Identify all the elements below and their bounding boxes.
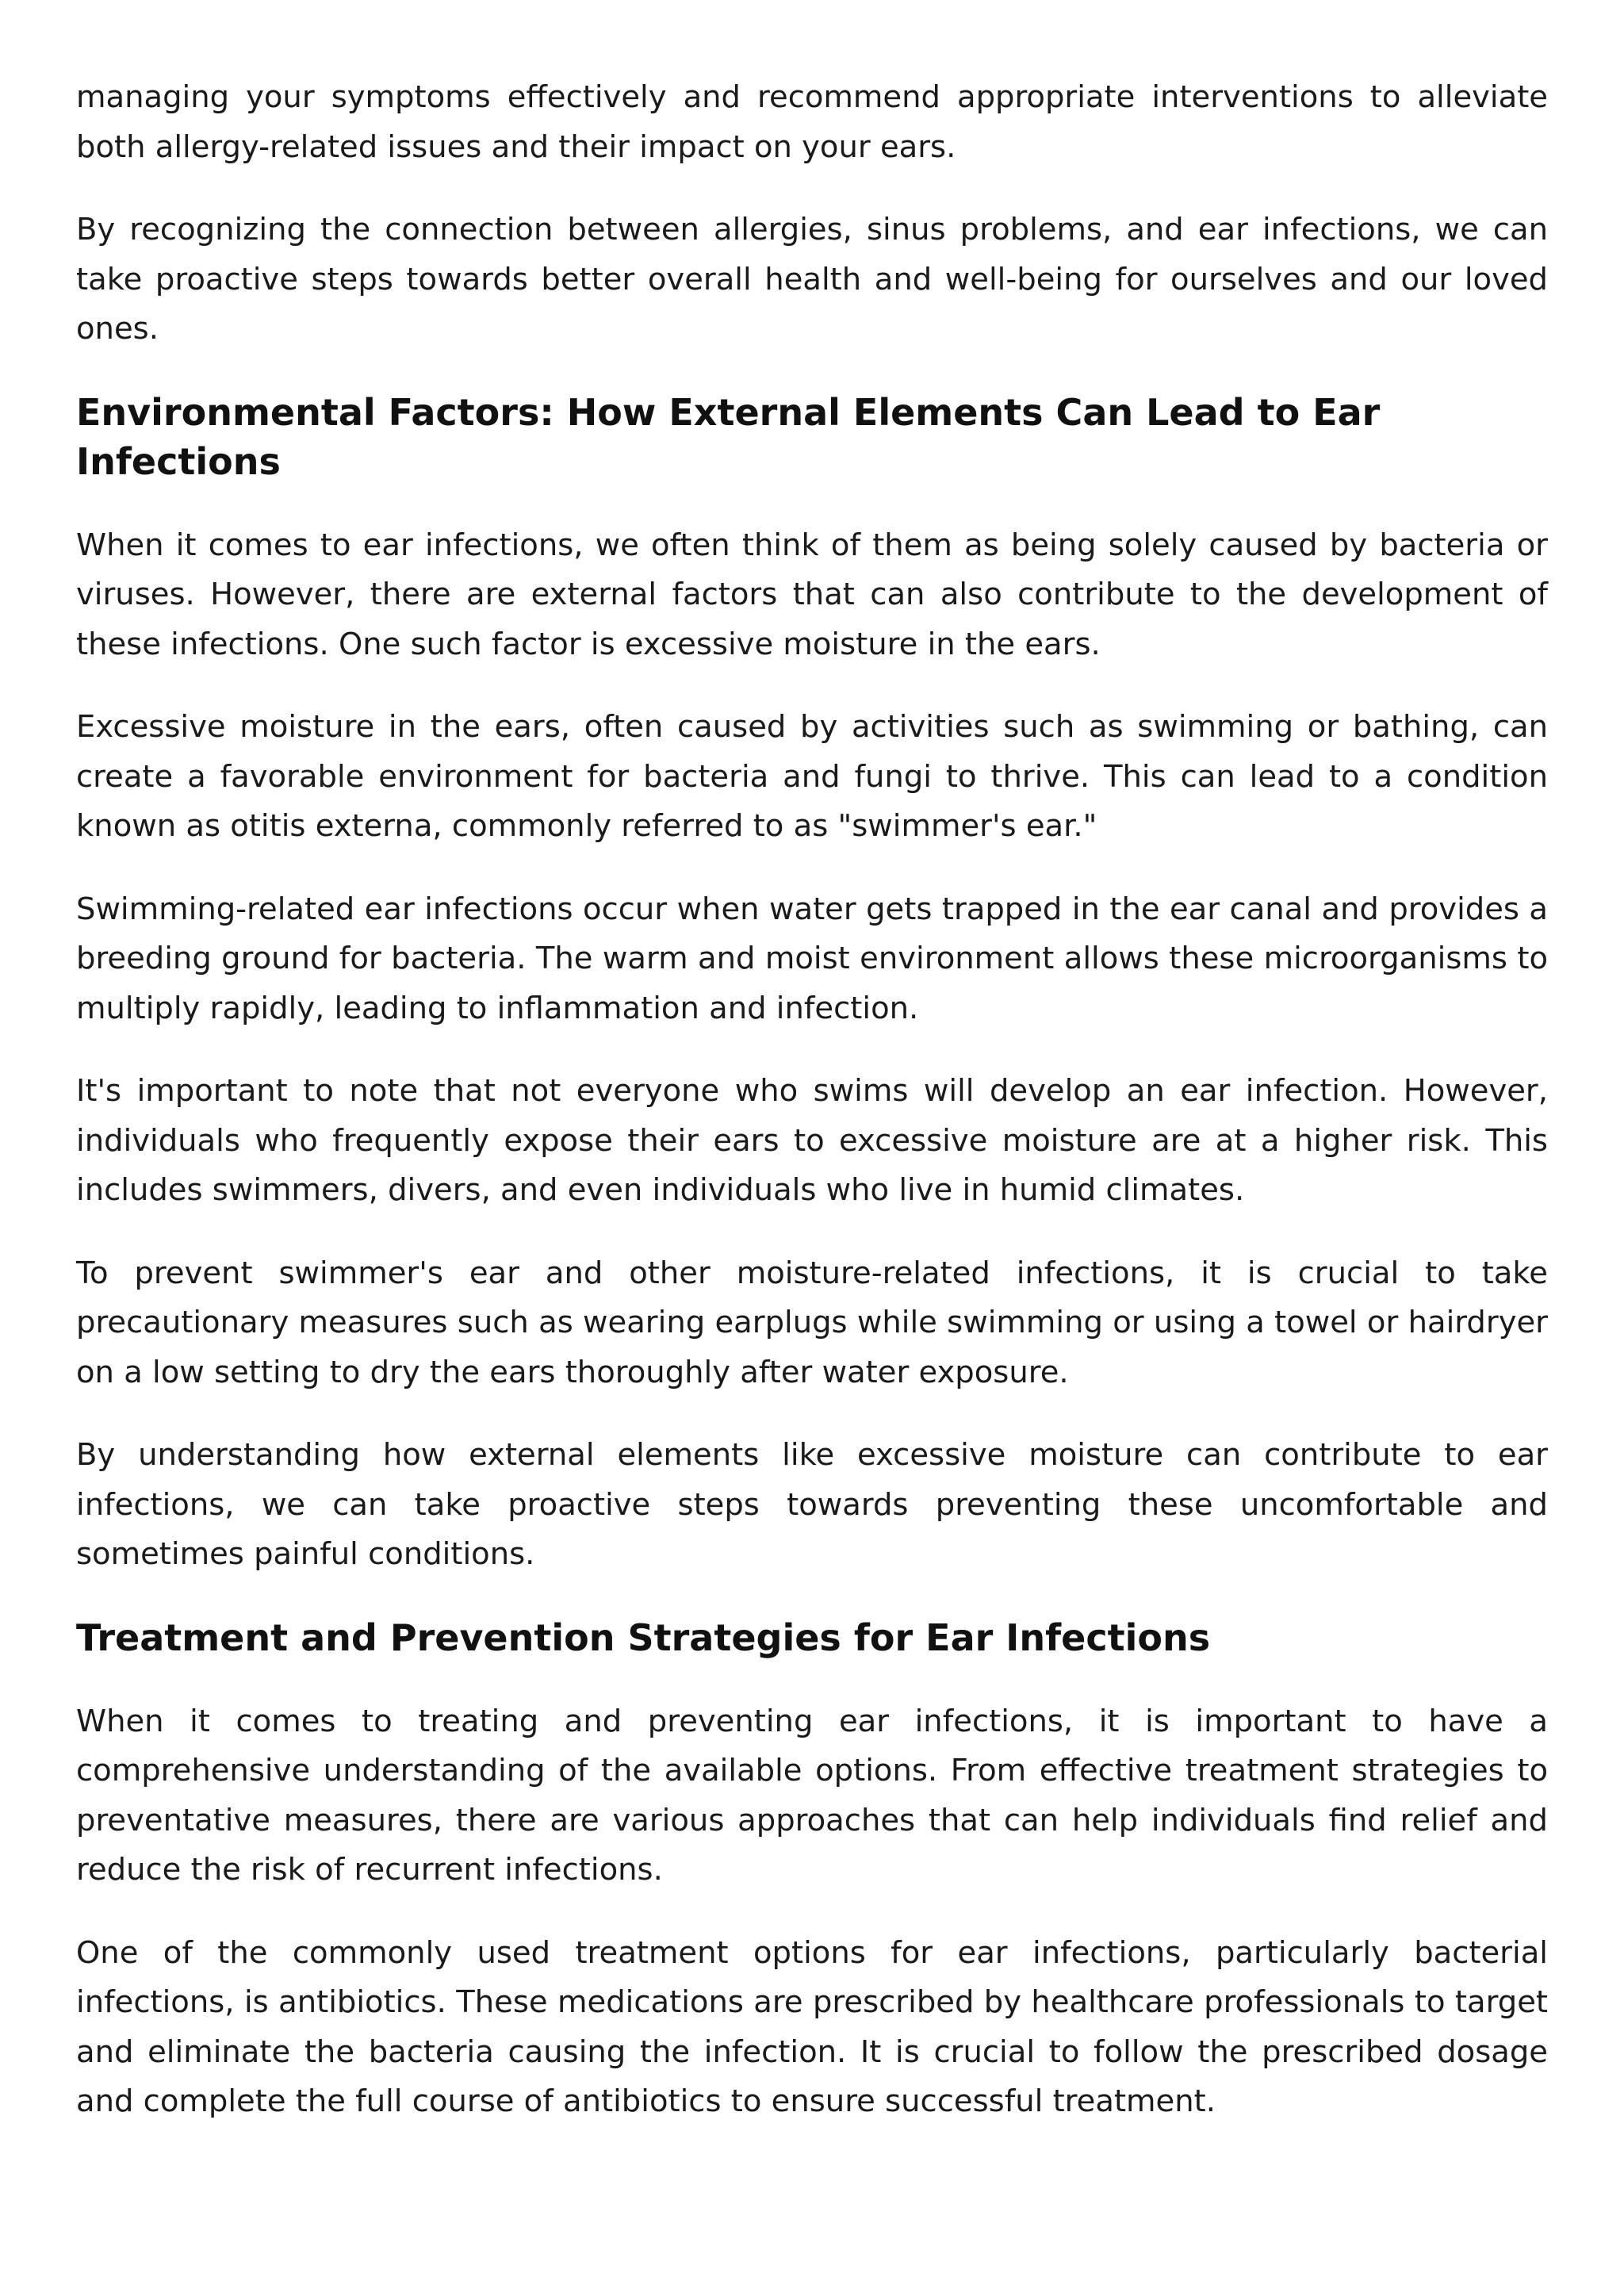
- paragraph-allergy-symptoms: managing your symptoms effectively and recommend appropriate interventions to alleviate both allergy-related issues and their impact on your ears.: [76, 79, 1548, 165]
- paragraph-higher-risk: It's important to note that not everyone who swims will develop an ear infection. However, individuals who frequently expose their ears to excessive moisture are at a higher risk. This includes swimmers, divers, and even individuals who live in humid climates.: [76, 1073, 1548, 1208]
- document-page: [76, 73, 1548, 2160]
- paragraph-treatment-options: When it comes to treating and preventing ear infections, it is important to have a comprehensive understanding of the available options. From effective treatment strategies to preventative measures, there are various approaches that can help individuals find relief and reduce the risk of recurrent infections.: [76, 1703, 1548, 1888]
- paragraph-understanding-external: By understanding how external elements like excessive moisture can contribute to ear infections, we can take proactive steps towards preventing these uncomfortable and sometimes painful conditions.: [76, 1437, 1548, 1572]
- paragraph-external-factors: When it comes to ear infections, we often think of them as being solely caused by bacteria or viruses. However, there are external factors that can also contribute to the development of these infections. One such factor is excessive moisture in the ears.: [76, 527, 1548, 662]
- paragraph-prevent-swimmers-ear: To prevent swimmer's ear and other moisture-related infections, it is crucial to take precautionary measures such as wearing earplugs while swimming or using a towel or hairdryer on a low setting to dry the ears thoroughly after water exposure.: [76, 1255, 1548, 1390]
- paragraph-swimming-infections: Swimming-related ear infections occur when water gets trapped in the ear canal and provides a breeding ground for bacteria. The warm and moist environment allows these microorganisms to multiply rapidly, leading to inflammation and infection.: [76, 891, 1548, 1026]
- paragraph-excessive-moisture: Excessive moisture in the ears, often caused by activities such as swimming or bathing, can create a favorable environment for bacteria and fungi to thrive. This can lead to a condition known as otitis externa, commonly referred to as "swimmer's ear.": [76, 709, 1548, 844]
- heading-treatment-prevention: Treatment and Prevention Strategies for Ear Infections: [76, 1616, 1211, 1659]
- paragraph-antibiotics: One of the commonly used treatment options for ear infections, particularly bacterial infections, is antibiotics. These medications are prescribed by healthcare professionals to target and eliminate the bacteria causing the infection. It is crucial to follow the prescribed dosage and complete the full course of antibiotics to ensure successful treatment.: [76, 1934, 1548, 2119]
- heading-environmental-factors: Environmental Factors: How External Elements Can Lead to Ear Infections: [76, 390, 1381, 483]
- paragraph-allergy-connection: By recognizing the connection between allergies, sinus problems, and ear infections, we can take proactive steps towards better overall health and well-being for ourselves and our loved ones.: [76, 212, 1548, 347]
